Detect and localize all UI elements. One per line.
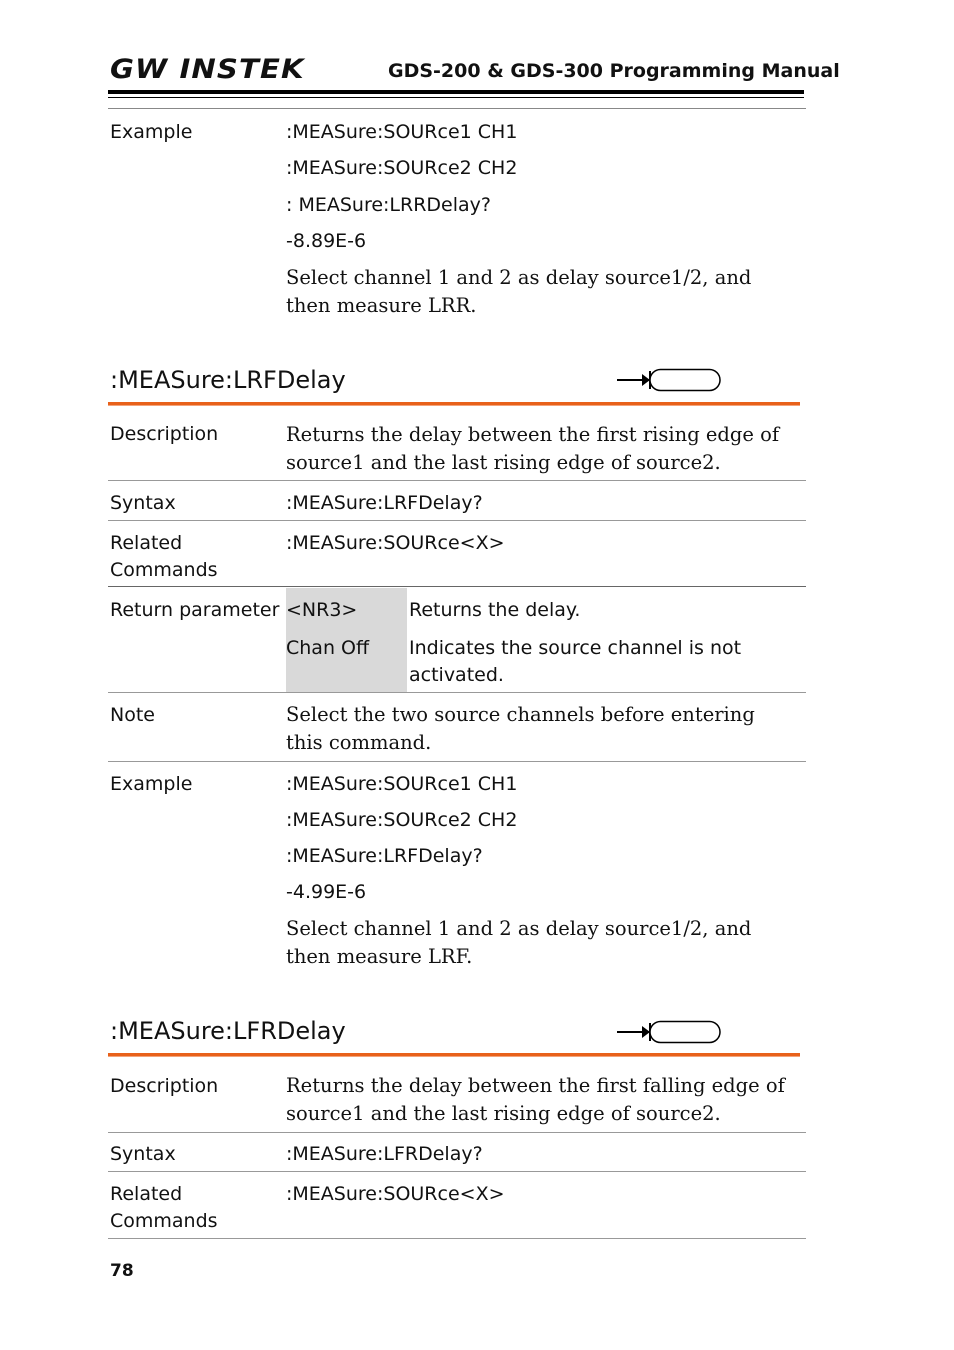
related-label: Commands <box>110 559 218 581</box>
related-command: :MEASure:SOURce<X> <box>286 1183 505 1205</box>
row-divider <box>108 692 806 693</box>
example-line: :MEASure:LRFDelay? <box>286 845 483 867</box>
related-command: :MEASure:SOURce<X> <box>286 532 505 554</box>
query-arrow-icon <box>616 1020 722 1044</box>
page-number: 78 <box>110 1261 134 1281</box>
return-param-name: <NR3> <box>286 599 358 621</box>
example-line: -8.89E-6 <box>286 230 367 252</box>
description-text: Returns the delay between the first rising edge of source1 and the last rising edge of source2. <box>286 423 780 474</box>
example-note: Select channel 1 and 2 as delay source1/2, and then measure LRR. <box>286 266 752 317</box>
syntax-label: Syntax <box>110 1143 176 1165</box>
content-top-rule <box>108 108 806 109</box>
section-title-lfrdelay: :MEASure:LFRDelay <box>110 1017 346 1045</box>
example-line: :MEASure:SOURce2 CH2 <box>286 809 518 831</box>
row-divider <box>108 480 806 481</box>
return-param-desc: Indicates the source channel is not activated. <box>409 637 742 686</box>
example-line: : MEASure:LRRDelay? <box>286 194 491 216</box>
section-underline <box>108 1053 800 1056</box>
example-label: Example <box>110 121 193 143</box>
section-title-lrfdelay: :MEASure:LRFDelay <box>110 366 346 394</box>
section-underline <box>108 402 800 405</box>
manual-title: GDS-200 & GDS-300 Programming Manual <box>388 60 840 82</box>
description-text: Returns the delay between the first falling edge of source1 and the last rising edge of source2. <box>286 1074 785 1125</box>
row-divider <box>108 1171 806 1172</box>
note-text: Select the two source channels before entering this command. <box>286 703 755 754</box>
row-divider <box>108 586 806 587</box>
row-divider <box>108 1132 806 1133</box>
return-parameter-label: Return parameter <box>110 599 280 621</box>
related-label: Related <box>110 532 183 554</box>
syntax-text: :MEASure:LFRDelay? <box>286 1143 483 1165</box>
return-param-name: Chan Off <box>286 637 370 659</box>
description-label: Description <box>110 1075 219 1097</box>
example-line: :MEASure:SOURce1 CH1 <box>286 121 518 143</box>
syntax-text: :MEASure:LRFDelay? <box>286 492 483 514</box>
syntax-label: Syntax <box>110 492 176 514</box>
brand-logo: GW INSTEK <box>110 54 305 85</box>
example-line: :MEASure:SOURce1 CH1 <box>286 773 518 795</box>
description-label: Description <box>110 423 219 445</box>
example-line: -4.99E-6 <box>286 881 367 903</box>
header-rule-thin <box>108 97 804 98</box>
return-param-desc: Returns the delay. <box>409 599 581 621</box>
example-line: :MEASure:SOURce2 CH2 <box>286 157 518 179</box>
header-rule <box>108 90 804 94</box>
row-divider <box>108 520 806 521</box>
query-arrow-icon <box>616 368 722 392</box>
note-label: Note <box>110 704 155 726</box>
example-label: Example <box>110 773 193 795</box>
row-divider <box>108 761 806 762</box>
example-note: Select channel 1 and 2 as delay source1/2, and then measure LRF. <box>286 917 752 968</box>
related-label: Related <box>110 1183 183 1205</box>
row-divider <box>108 1238 806 1239</box>
related-label: Commands <box>110 1210 218 1232</box>
